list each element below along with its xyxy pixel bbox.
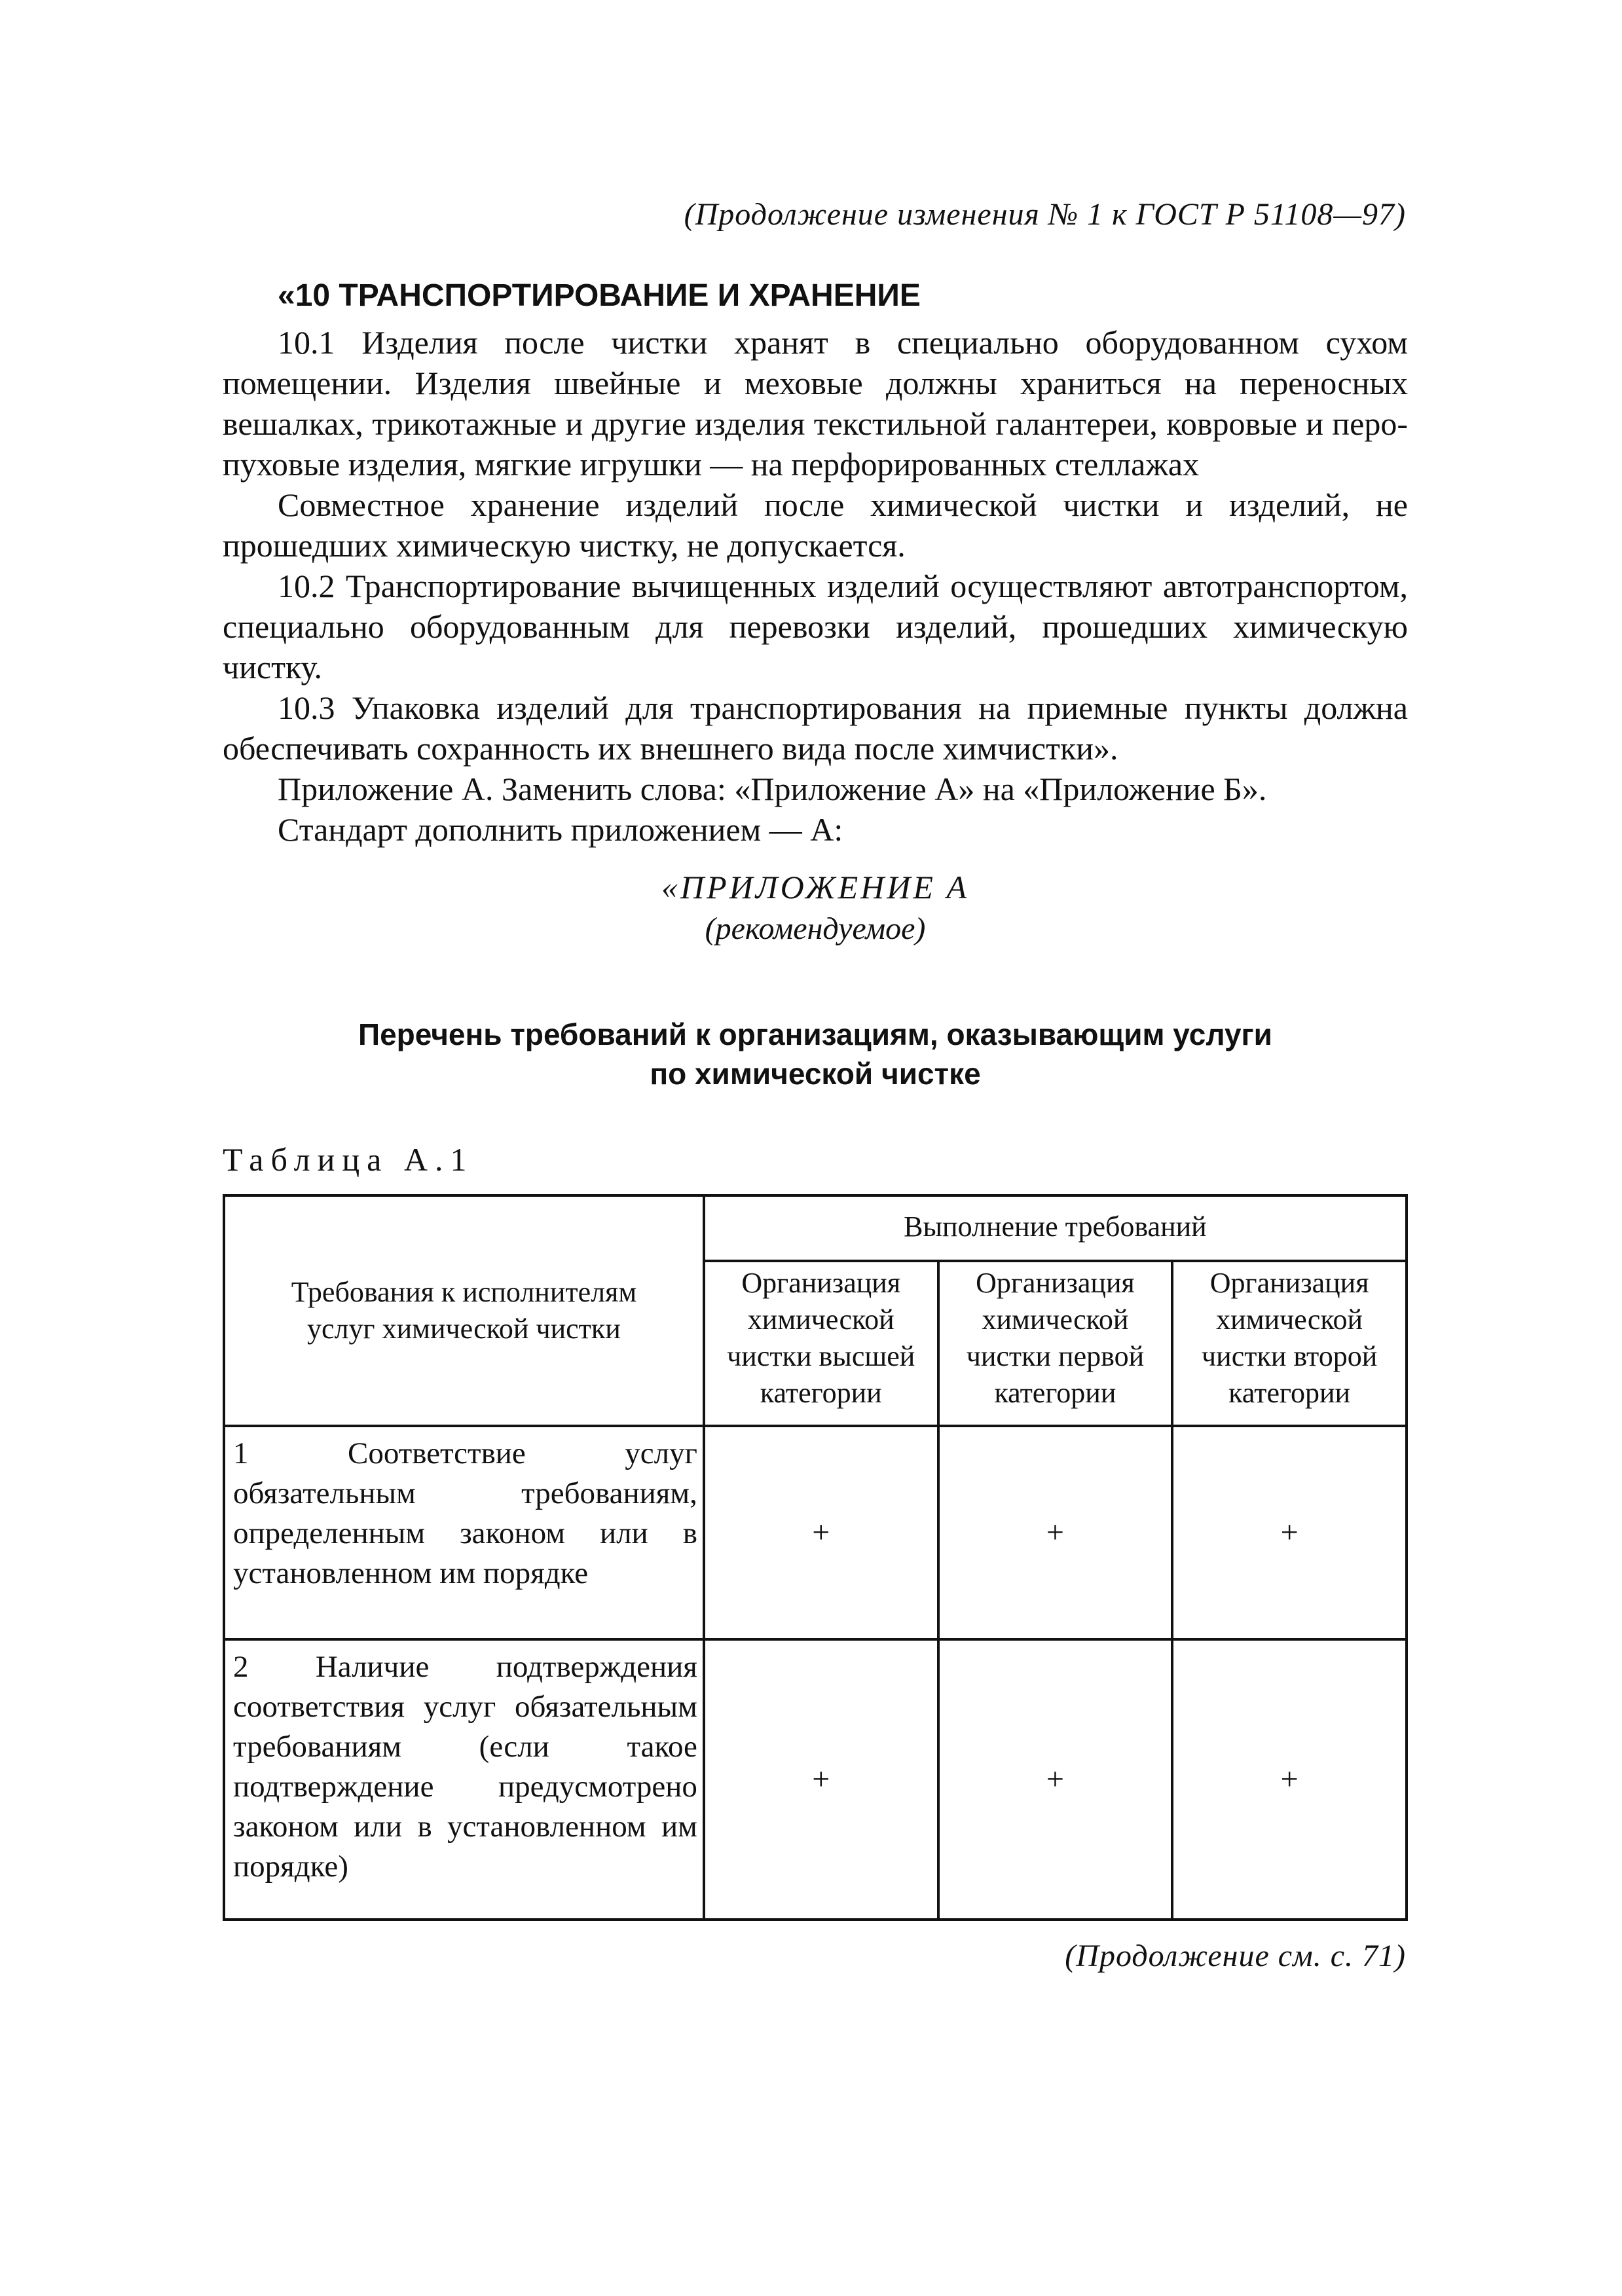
header-fulfillment: Выполнение требований [704, 1195, 1407, 1261]
requirement-cell: 2 Наличие подтверждения соответствия услуг обязательным требованиям (если такое подтверждение предусмотрено законом или в установленном им порядке) [224, 1639, 704, 1920]
paragraph-joint-storage: Совместное хранение изделий после химической чистки и изделий, не прошедших химическую чистку, не допускается. [223, 486, 1408, 564]
paragraph-10-3: 10.3 Упаковка изделий для транспортирования на приемные пункты должна обеспечивать сохранность их внешнего вида после химчистки». [223, 689, 1408, 767]
table-row [224, 1639, 1407, 1920]
mark-cell: + [704, 1426, 938, 1639]
mark-cell: + [938, 1426, 1173, 1639]
header-category-highest: Организация химической чистки высшей категории [704, 1261, 938, 1426]
paragraph-10-2: 10.2 Транспортирование вычищенных изделий осуществляют автотранспортом, специально оборудованным для перевозки изделий, прошедших химическую чистку. [223, 568, 1408, 685]
list-title-line-1: Перечень требований к организациям, оказывающим услуги [358, 1017, 1272, 1051]
header-category-second: Организация химической чистки второй категории [1172, 1261, 1407, 1426]
appendix-title: «ПРИЛОЖЕНИЕ А [661, 869, 969, 905]
requirements-list-title [223, 1015, 1408, 1093]
continuation-footer: (Продолжение см. с. 71) [1065, 1939, 1406, 1973]
document-body [223, 275, 1408, 1921]
header-category-first: Организация химической чистки первой категории [938, 1261, 1173, 1426]
paragraph-appendix-rename: Приложение А. Заменить слова: «Приложение А» на «Приложение Б». [278, 771, 1267, 807]
requirement-cell: 1 Соответствие услуг обязательным требованиям, определенным законом или в установленном им порядке [224, 1426, 704, 1639]
section-title: «10 ТРАНСПОРТИРОВАНИЕ И ХРАНЕНИЕ [278, 278, 921, 313]
continuation-header: (Продолжение изменения № 1 к ГОСТ Р 51108—97) [684, 197, 1406, 232]
mark-cell: + [1172, 1426, 1407, 1639]
mark-cell: + [704, 1639, 938, 1920]
table-row [224, 1426, 1407, 1639]
mark-cell: + [938, 1639, 1173, 1920]
paragraph-10-1: 10.1 Изделия после чистки хранят в специально оборудованном сухом помещении. Изделия швейные и меховые должны храниться на переносных вешалках, трикотажные и другие изделия текстильной галантереи, ковровые и перо-пуховые изделия, мягкие игрушки — на перфорированных стеллажах [223, 324, 1408, 483]
paragraph-appendix-add: Стандарт дополнить приложением — А: [278, 811, 843, 848]
mark-cell: + [1172, 1639, 1407, 1920]
requirements-table [223, 1194, 1408, 1921]
appendix-subtitle: (рекомендуемое) [705, 911, 926, 946]
table-header-row [224, 1195, 1407, 1261]
table-label: Таблица А.1 [223, 1141, 474, 1178]
header-requirements: Требования к исполнителям услуг химической чистки [224, 1195, 704, 1426]
list-title-line-2: по химической чистке [650, 1057, 981, 1091]
